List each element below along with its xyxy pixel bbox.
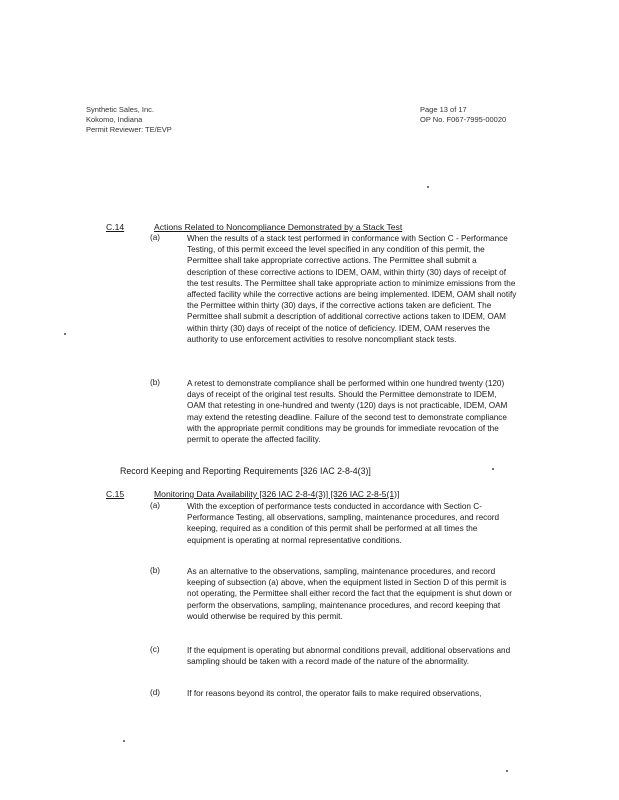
paragraph-text: A retest to demonstrate compliance shall be performed within one hundred twenty (120) days of receipt of the original test results. Should the Permittee demonstrate to IDEM, OAM that retesting in one-hundred and twenty (120) days is not practicable, IDEM, OAM may extend the retesting deadline. Failure of the second test to demonstrate compliance with the appropriate permit conditions may be grounds for immediate revocation of the permit to operate the affected facility. bbox=[187, 379, 508, 445]
header-permit-number: OP No. F067-7995-00020 bbox=[420, 115, 507, 124]
paragraph-text: As an alternative to the observations, sampling, maintenance procedures, and record keeping of subsection (a) above, when the equipment listed in Section D of this permit is not operating, the Permittee shall either record the fact that the equipment is shut down or perform the observations, sampling, maintenance procedures, and record keeping that would otherwise be required by this permit. bbox=[187, 567, 512, 621]
header-left bbox=[86, 105, 172, 135]
paragraph-letter: (c) bbox=[150, 645, 160, 654]
paragraph-letter: (d) bbox=[150, 688, 161, 697]
header-location: Kokomo, Indiana bbox=[86, 115, 143, 124]
section-title: Actions Related to Noncompliance Demonstrated by a Stack Test bbox=[154, 222, 403, 232]
header-reviewer: Permit Reviewer: TE/EVP bbox=[86, 125, 172, 134]
scan-speck bbox=[123, 740, 125, 742]
scan-speck bbox=[64, 333, 66, 335]
paragraph-text: With the exception of performance tests conducted in accordance with Section C- Performance Testing, all observations, sampling, maintenance procedures, and record keeping, required as a condition of this permit shall be performed at all times the equipment is operating at normal representative conditions. bbox=[187, 502, 500, 545]
section-number: C.15 bbox=[106, 489, 125, 499]
scan-speck bbox=[492, 468, 494, 470]
header-page-number: Page 13 of 17 bbox=[420, 105, 467, 114]
header-right bbox=[420, 105, 506, 125]
record-keeping-heading: Record Keeping and Reporting Requirements [326 IAC 2-8-4(3)] bbox=[120, 466, 371, 476]
paragraph-letter: (b) bbox=[150, 566, 161, 575]
paragraph-text: If for reasons beyond its control, the operator fails to make required observations, bbox=[187, 689, 482, 698]
header-company: Synthetic Sales, Inc. bbox=[86, 105, 154, 114]
paragraph-text: When the results of a stack test performed in conformance with Section C - Performance Testing, of this permit exceed the level specified in any condition of this permit, the Permittee shall take appropriate corrective actions. The Permittee shall submit a description of these corrective actions to IDEM, OAM, within thirty (30) days of receipt of the test results. The Permittee shall take appropriate action to minimize emissions from the affected facility while the corrective actions are being implemented. IDEM, OAM shall notify the Permittee within thirty (30) days, if the corrective actions taken are deficient. The Permittee shall submit a description of additional corrective actions taken to IDEM, OAM within thirty (30) days of receipt of the notice of deficiency. IDEM, OAM reserves the authority to use enforcement activities to resolve noncompliant stack tests. bbox=[187, 234, 517, 344]
section-title: Monitoring Data Availability [326 IAC 2-8-4(3)] [326 IAC 2-8-5(1)] bbox=[154, 489, 400, 499]
scan-speck bbox=[506, 770, 508, 772]
paragraph-letter: (a) bbox=[150, 233, 161, 242]
paragraph-letter: (a) bbox=[150, 501, 161, 510]
paragraph-text: If the equipment is operating but abnormal conditions prevail, additional observations and sampling should be taken with a record made of the nature of the abnormality. bbox=[187, 646, 511, 667]
scan-speck bbox=[427, 186, 429, 188]
paragraph-letter: (b) bbox=[150, 378, 161, 387]
section-number: C.14 bbox=[106, 222, 125, 232]
section-c15-heading bbox=[106, 489, 526, 501]
